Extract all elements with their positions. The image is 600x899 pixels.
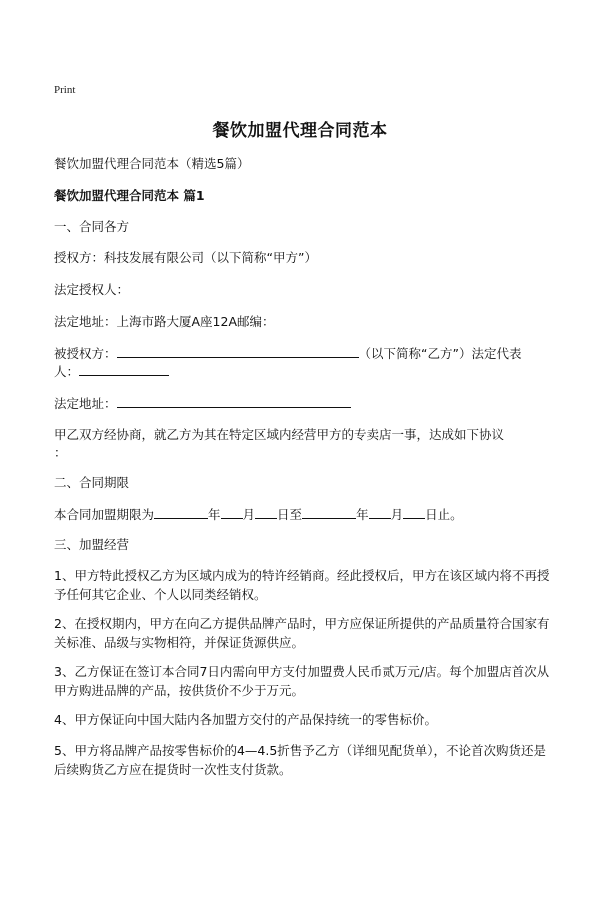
document-title: 餐饮加盟代理合同范本: [212, 121, 388, 141]
clause-5: 5、甲方将品牌产品按零售标价的4—4.5折售予乙方（详细见配货单），不论首次购货还是后续购货乙方应在提货时一次性支付货款。: [54, 743, 547, 777]
grantee-rep-line: [54, 361, 554, 381]
clause-1: 1、甲方特此授权乙方为区域内成为的特许经销商。经此授权后，甲方在该区域内将不再授予任何其它企业、个人以同类经销权。: [54, 568, 550, 602]
clause-2: 2、在授权期内，甲方在向乙方提供品牌产品时，甲方应保证所提供的产品质量符合国家有关标准、品级与实物相符，并保证货源供应。: [54, 616, 550, 650]
grantor-line: 授权方：科技发展有限公司（以下简称“甲方”）: [54, 250, 317, 265]
address-b-label: 法定地址：: [54, 396, 117, 411]
term-month2-blank: [369, 504, 391, 519]
term-month2: 月: [390, 507, 404, 522]
term-prefix: 本合同加盟期限为: [54, 507, 155, 522]
term-year1-blank: [154, 504, 208, 519]
agreement-tail: ：: [54, 445, 67, 460]
grantee-label: 被授权方：: [54, 346, 117, 361]
print-link[interactable]: Print: [54, 84, 76, 96]
document-subtitle: 餐饮加盟代理合同范本（精选5篇）: [54, 156, 250, 171]
term-line: [54, 504, 554, 524]
address-a-line: 法定地址：上海市路大厦A座12A邮编：: [54, 314, 275, 329]
legal-rep-a-line: 法定授权人：: [54, 282, 130, 297]
clause-4: 4、甲方保证向中国大陆内各加盟方交付的产品保持统一的零售标价。: [54, 712, 437, 727]
term-year2: 年: [356, 507, 369, 522]
term-day2-blank: [403, 504, 425, 519]
term-month1-blank: [221, 504, 243, 519]
part1-heading: 一、合同各方: [54, 219, 130, 234]
grantee-rep-blank: [79, 361, 169, 376]
grantee-line: [54, 343, 554, 363]
grantee-rep-label: 人：: [54, 364, 80, 379]
term-day-end: 日止。: [425, 507, 463, 522]
part3-heading: 三、加盟经营: [54, 537, 130, 552]
section-heading: 餐饮加盟代理合同范本 篇1: [54, 188, 205, 203]
term-day-to: 日至: [277, 507, 303, 522]
address-b-line: [54, 393, 554, 413]
grantee-suffix: （以下简称“乙方”）法定代表: [358, 346, 522, 361]
part2-heading: 二、合同期限: [54, 475, 130, 490]
address-b-blank: [117, 393, 351, 408]
clause-3: 3、乙方保证在签订本合同7日内需向甲方支付加盟费人民币贰万元/店。每个加盟店首次从甲方购进品牌的产品，按供货价不少于万元。: [54, 664, 550, 698]
grantee-blank: [117, 343, 359, 358]
agreement-line: 甲乙双方经协商，就乙方为其在特定区域内经营甲方的专卖店一事，达成如下协议: [54, 427, 505, 442]
term-year2-blank: [302, 504, 356, 519]
term-month1: 月: [242, 507, 256, 522]
term-day1-blank: [255, 504, 277, 519]
term-year1: 年: [208, 507, 221, 522]
